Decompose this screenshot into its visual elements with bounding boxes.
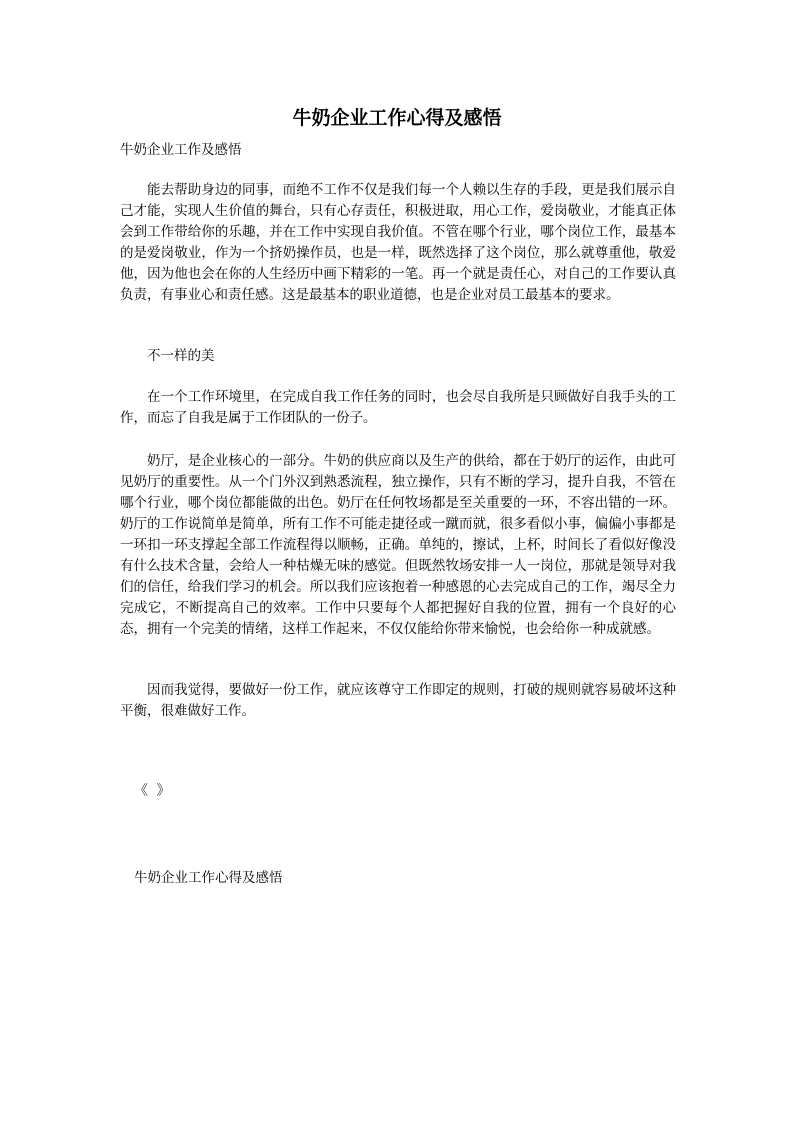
paragraph-2: 在一个工作环境里，在完成自我工作任务的同时，也会尽自我所是只顾做好自我手头的工作，而忘了自我是属于工作团队的一份子。	[120, 389, 676, 426]
footer-title: 牛奶企业工作心得及感悟	[134, 870, 283, 886]
nav-brackets: 《 》	[134, 783, 173, 799]
paragraph-4: 因而我觉得，要做好一份工作，就应该尊守工作即定的规则，打破的规则就容易破坏这种平衡，很难做好工作。	[120, 682, 676, 719]
document-subtitle: 牛奶企业工作及感悟	[120, 142, 242, 158]
document-title: 牛奶企业工作心得及感悟	[292, 107, 502, 129]
paragraph-heading: 不一样的美	[147, 348, 215, 364]
paragraph-3: 奶厅，是企业核心的一部分。牛奶的供应商以及生产的供给，都在于奶厅的运作，由此可见奶厅的重要性。从一个门外汉到熟悉流程，独立操作，只有不断的学习，提升自我，不管在哪个行业，哪个岗位都能做的出色。奶厅在任何牧场都是至关重要的一环，不容出错的一环。奶厅的工作说简单是简单，所有工作不可能走捷径或一蹴而就，很多看似小事，偏偏小事都是一环扣一环支撑起全部工作流程得以顺畅，正确。单纯的，擦试，上杯，时间长了看似好像没有什么技术含量，会给人一种枯燥无味的感觉。但既然牧场安排一人一岗位，那就是领导对我们的信任，给我们学习的机会。所以我们应该抱着一种感恩的心去完成自己的工作，竭尽全力完成它，不断提高自己的效率。工作中只要每个人都把握好自我的位置，拥有一个良好的心态，拥有一个完美的情绪，这样工作起来，不仅仅能给你带来愉悦，也会给你一种成就感。	[120, 453, 676, 637]
paragraph-1: 能去帮助身边的同事，而绝不工作不仅是我们每一个人赖以生存的手段，更是我们展示自己才能，实现人生价值的舞台，只有心存责任，积极进取，用心工作，爱岗敬业，才能真正体会到工作带给你的乐趣，并在工作中实现自我价值。不管在哪个行业，哪个岗位工作，最基本的是爱岗敬业，作为一个挤奶操作员，也是一样，既然选择了这个岗位，那么就尊重他，敬爱他，因为他也会在你的人生经历中画下精彩的一笔。再一个就是责任心，对自己的工作要认真负责，有事业心和责任感。这是最基本的职业道德，也是企业对员工最基本的要求。	[120, 182, 676, 303]
